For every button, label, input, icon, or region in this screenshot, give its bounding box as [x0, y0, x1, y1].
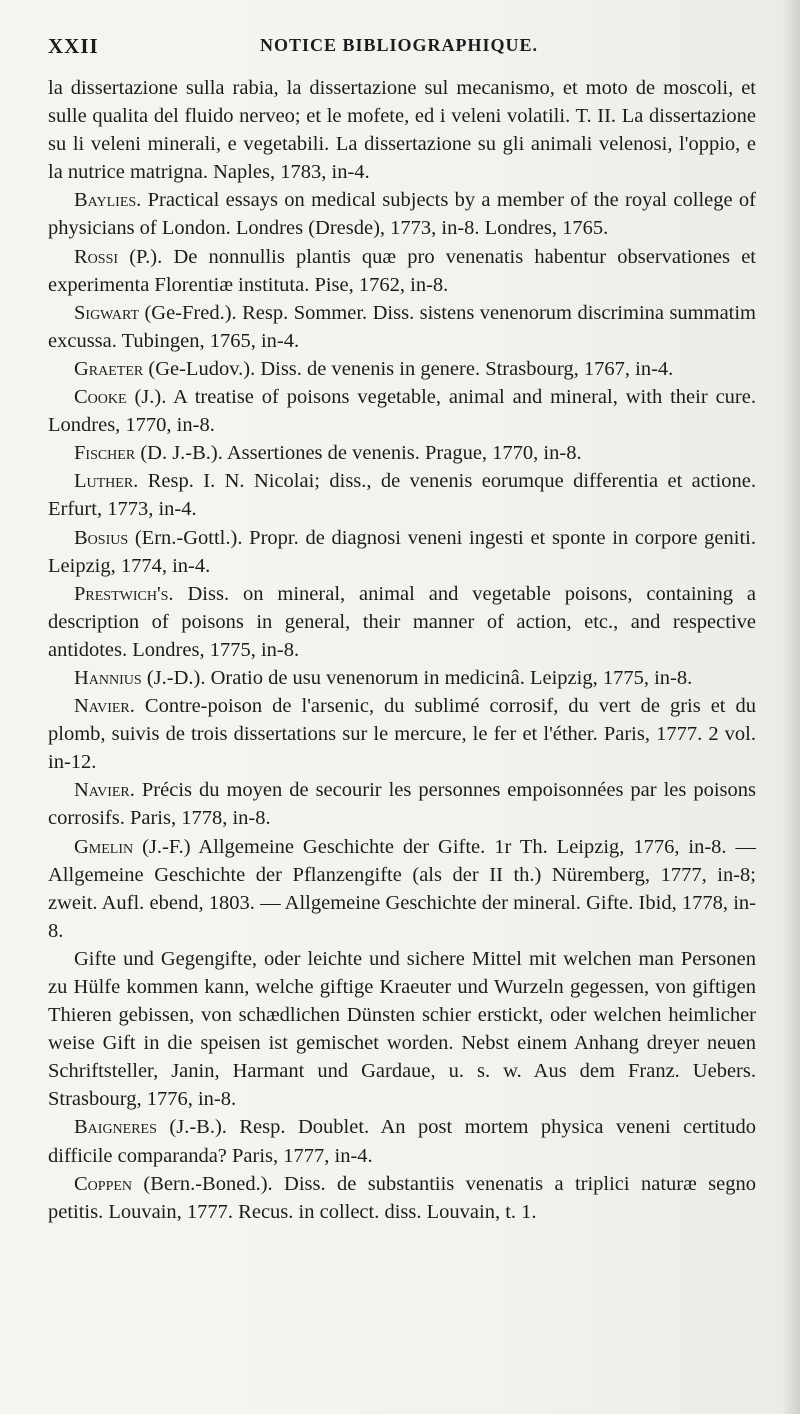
entry-author: Cooke: [74, 386, 127, 409]
bibliography-entry: [48, 243, 756, 299]
bibliography-entry: [48, 299, 756, 355]
bibliography-entry: [48, 1113, 756, 1169]
entry-text: (D. J.-B.). Assertiones de venenis. Prague, 1770, in-8.: [135, 442, 582, 465]
bibliography-entry: [48, 833, 756, 945]
entry-text: (J.-F.) Allgemeine Geschichte der Gifte. 1r Th. Leipzig, 1776, in-8. — Allgemeine Geschichte der Pflanzengifte (als der II th.) Nüremberg, 1777, in-8; zweit. Aufl. ebend, 1803. — Allgemeine Geschichte der mineral. Gifte. Ibid, 1778, in-8.: [48, 835, 756, 942]
bibliography-entry: [48, 692, 756, 776]
bibliography-entry: [48, 355, 756, 383]
entry-author: Graeter: [74, 357, 144, 380]
entry-text: Diss. on mineral, animal and vegetable poisons, containing a description of poisons in general, their manner of action, etc., and respective antidotes. Londres, 1775, in-8.: [48, 582, 756, 661]
bibliography-entry: [48, 776, 756, 832]
bibliography-entry: [48, 1170, 756, 1226]
entry-text: (J.-B.). Resp. Doublet. An post mortem physica veneni certitudo difficile comparanda? Paris, 1777, in-4.: [48, 1116, 756, 1167]
entry-author: Navier.: [74, 779, 135, 802]
entry-author: Baigneres: [74, 1116, 157, 1139]
entry-text: Gifte und Gegengifte, oder leichte und sichere Mittel mit welchen man Personen zu Hülfe kommen kann, welche giftige Kraeuter und Wurzeln gegessen, von giftigen Thieren gebissen, von schædlichen Dünsten schier erstickt, oder welchen heimlicher weise Gift in die speisen ist gemischet worden. Nebst einem Anhang dreyer neuen Schriftsteller, Janin, Harmant und Gardaue, u. s. w. Aus dem Franz. Uebers. Strasbourg, 1776, in-8.: [48, 947, 756, 1111]
page-number: XXII: [48, 34, 99, 58]
entry-text: Resp. I. N. Nicolai; diss., de venenis eorumque differentia et actione. Erfurt, 1773, in-4.: [48, 470, 756, 521]
bibliography-text: [48, 74, 756, 1226]
entry-author: Baylies.: [74, 189, 142, 212]
entry-text: la dissertazione sulla rabia, la dissertazione sul mecanismo, et moto de moscoli, et sulle qualita del fluido nerveo; et le mofete, ed i veleni volatili. T. II. La dissertazione su li veleni minerali, e vegetabili. La dissertazione su gli animali velenosi, l'oppio, e la nutrice matrigna. Naples, 1783, in-4.: [48, 77, 756, 184]
entry-author: Coppen: [74, 1172, 133, 1195]
entry-text: Contre-poison de l'arsenic, du sublimé corrosif, du vert de gris et du plomb, suivis de trois dissertations sur le mercure, le fer et l'éther. Paris, 1777. 2 vol. in-12.: [48, 695, 756, 774]
entry-author: Bosius: [74, 526, 129, 549]
bibliography-entry: [48, 439, 756, 467]
bibliography-entry: [48, 524, 756, 580]
entry-text: (Ge-Fred.). Resp. Sommer. Diss. sistens venenorum discrimina summatim excussa. Tubingen, 1765, in-4.: [48, 301, 756, 352]
entry-text: (J.-D.). Oratio de usu venenorum in medicinâ. Leipzig, 1775, in-8.: [141, 666, 693, 689]
bibliography-entry: [48, 467, 756, 523]
entry-author: Navier.: [74, 695, 135, 718]
bibliography-entry: [48, 186, 756, 242]
entry-text: (Ern.-Gottl.). Propr. de diagnosi veneni ingesti et sponte in corpore geniti. Leipzig, 1774, in-4.: [48, 526, 756, 577]
page-header: [48, 34, 758, 64]
entry-author: Gmelin: [74, 835, 134, 858]
bibliography-entry: [48, 664, 756, 692]
entry-author: Hannius: [74, 666, 142, 689]
entry-author: Fischer: [74, 442, 136, 465]
entry-author: Sigwart: [74, 301, 139, 324]
entry-author: Prestwich's.: [74, 582, 174, 605]
bibliography-entry: [48, 580, 756, 664]
bibliography-entry: [48, 74, 756, 186]
entry-author: Luther.: [74, 470, 139, 493]
entry-text: Précis du moyen de secourir les personnes empoisonnées par les poisons corrosifs. Paris, 1778, in-8.: [48, 779, 756, 830]
entry-text: (J.). A treatise of poisons vegetable, animal and mineral, with their cure. Londres, 1770, in-8.: [48, 386, 756, 437]
running-head: NOTICE BIBLIOGRAPHIQUE.: [260, 35, 539, 55]
entry-text: (Bern.-Boned.). Diss. de substantiis venenatis a triplici naturæ segno petitis. Louvain, 1777. Recus. in collect. diss. Louvain, t. 1.: [48, 1172, 756, 1223]
bibliography-entry: [48, 383, 756, 439]
entry-text: (P.). De nonnullis plantis quæ pro venenatis habentur observationes et experimenta Florentiæ instituta. Pise, 1762, in-8.: [48, 245, 756, 296]
bibliography-entry: [48, 945, 756, 1114]
page-edge-shadow: [782, 0, 800, 1414]
entry-text: (Ge-Ludov.). Diss. de venenis in genere. Strasbourg, 1767, in-4.: [143, 357, 674, 380]
entry-text: Practical essays on medical subjects by a member of the royal college of physicians of London. Londres (Dresde), 1773, in-8. Londres, 1765.: [48, 189, 756, 240]
entry-author: Rossi: [74, 245, 119, 268]
